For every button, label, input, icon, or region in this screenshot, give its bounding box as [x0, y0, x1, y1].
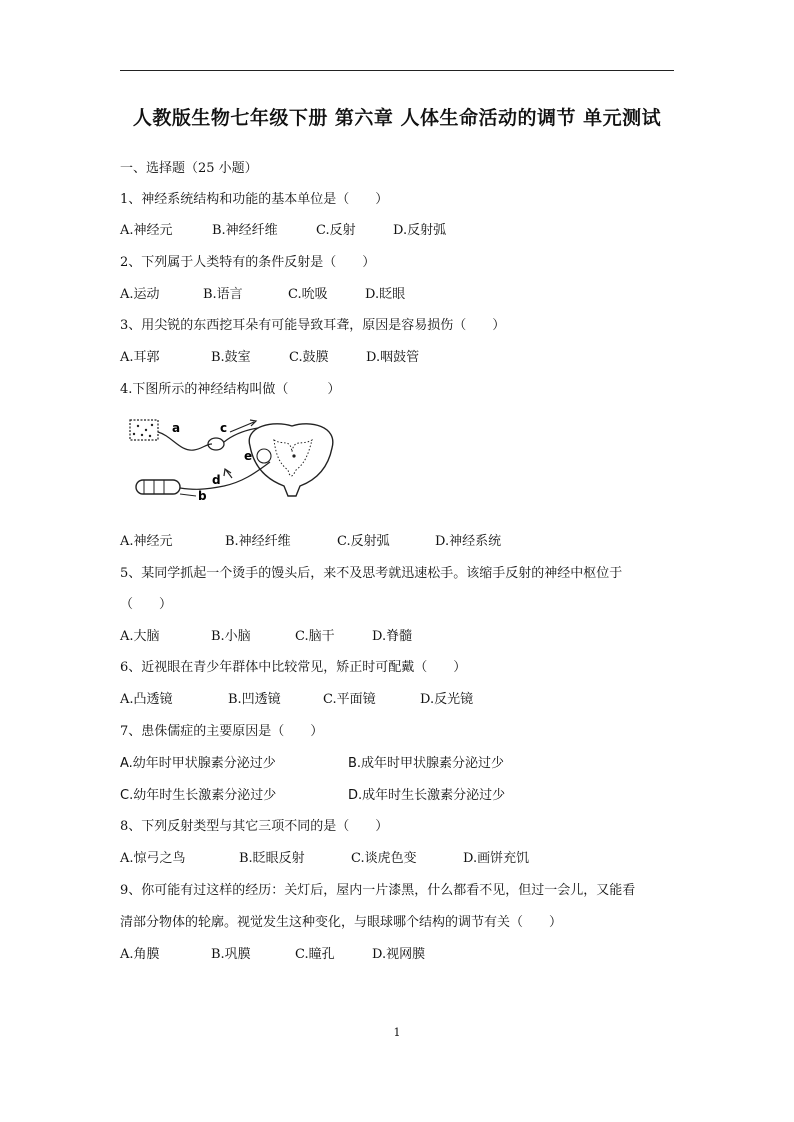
q2-option-d: D.眨眼	[365, 287, 406, 302]
q9-option-d: D.视网膜	[372, 947, 426, 962]
q5-option-a: A.大脑	[120, 629, 160, 644]
q8-option-d: D.画饼充饥	[463, 851, 530, 866]
receptor-shape	[130, 420, 158, 440]
page-title: 人教版生物七年级下册 第六章 人体生命活动的调节 单元测试	[132, 107, 662, 129]
question-7-stem: 7、患侏儒症的主要原因是（ ）	[120, 724, 324, 739]
q4-option-c: C.反射弧	[337, 534, 390, 549]
q6-option-a: A.凸透镜	[120, 692, 173, 707]
q7-option-a: A.幼年时甲状腺素分泌过少	[120, 756, 276, 771]
q1-option-d: D.反射弧	[393, 223, 447, 238]
reflex-arc-figure	[124, 416, 356, 502]
question-5-stem: 5、某同学抓起一个烫手的馒头后，来不及思考就迅速松手。该缩手反射的神经中枢位于	[120, 566, 623, 581]
q8-option-b: B.眨眼反射	[239, 851, 305, 866]
effector-shape	[136, 480, 180, 494]
q3-option-d: D.咽鼓管	[366, 350, 420, 365]
q2-option-a: A.运动	[120, 287, 160, 302]
page-number: 1	[393, 1026, 401, 1039]
q6-option-b: B.凹透镜	[228, 692, 281, 707]
q2-option-c: C.吮吸	[288, 287, 328, 302]
question-2-stem: 2、下列属于人类特有的条件反射是（ ）	[120, 255, 376, 270]
q9-option-a: A.角膜	[120, 947, 160, 962]
q9-option-b: B.巩膜	[211, 947, 251, 962]
motor-nerve-line	[180, 462, 270, 489]
question-3-stem: 3、用尖锐的东西挖耳朵有可能导致耳聋，原因是容易损伤（ ）	[120, 318, 506, 333]
q1-option-c: C.反射	[316, 223, 356, 238]
figure-label-e: e	[244, 449, 253, 463]
q9-option-c: C.瞳孔	[295, 947, 335, 962]
q5-option-b: B.小脑	[211, 629, 251, 644]
interneuron-shape	[257, 449, 271, 463]
q6-option-d: D.反光镜	[420, 692, 474, 707]
question-5-stem-cont: （ ）	[120, 597, 173, 612]
q8-option-a: A.惊弓之鸟	[120, 851, 186, 866]
question-8-stem: 8、下列反射类型与其它三项不同的是（ ）	[120, 819, 389, 834]
figure-label-d: d	[212, 473, 221, 487]
q4-option-d: D.神经系统	[435, 534, 502, 549]
question-1-stem: 1、神经系统结构和功能的基本单位是（ ）	[120, 192, 389, 207]
gray-matter-shape	[274, 440, 312, 476]
q1-option-a: A.神经元	[120, 223, 173, 238]
q5-option-c: C.脑干	[295, 629, 335, 644]
q2-option-b: B.语言	[203, 287, 243, 302]
question-4-stem: 4.下图所示的神经结构叫做（ ）	[120, 382, 341, 397]
q6-option-c: C.平面镜	[323, 692, 376, 707]
sensory-nerve-line	[158, 432, 212, 450]
figure-label-a: a	[172, 421, 181, 435]
question-9-stem: 9、你可能有过这样的经历：关灯后，屋内一片漆黑，什么都看不见，但过一会儿，又能看	[120, 883, 636, 898]
figure-label-c: c	[220, 421, 228, 435]
q4-option-a: A.神经元	[120, 534, 173, 549]
q3-option-b: B.鼓室	[211, 350, 251, 365]
section-heading: 一、选择题（25 小题）	[120, 161, 258, 176]
q3-option-c: C.鼓膜	[289, 350, 329, 365]
q7-option-b: B.成年时甲状腺素分泌过少	[348, 756, 505, 771]
q7-option-c: C.幼年时生长激素分泌过少	[120, 788, 277, 803]
header-rule	[120, 70, 674, 71]
arrow-c	[230, 422, 254, 432]
q7-option-d: D.成年时生长激素分泌过少	[348, 788, 506, 803]
q1-option-b: B.神经纤维	[212, 223, 278, 238]
spinal-cord-shape	[249, 424, 333, 496]
question-6-stem: 6、近视眼在青少年群体中比较常见，矫正时可配戴（ ）	[120, 660, 467, 675]
q4-option-b: B.神经纤维	[225, 534, 291, 549]
q5-option-d: D.脊髓	[372, 629, 413, 644]
q3-option-a: A.耳郭	[120, 350, 160, 365]
figure-label-b: b	[198, 489, 207, 502]
q8-option-c: C.谈虎色变	[351, 851, 417, 866]
question-9-stem-cont: 清部分物体的轮廓。视觉发生这种变化，与眼球哪个结构的调节有关（ ）	[120, 915, 563, 930]
